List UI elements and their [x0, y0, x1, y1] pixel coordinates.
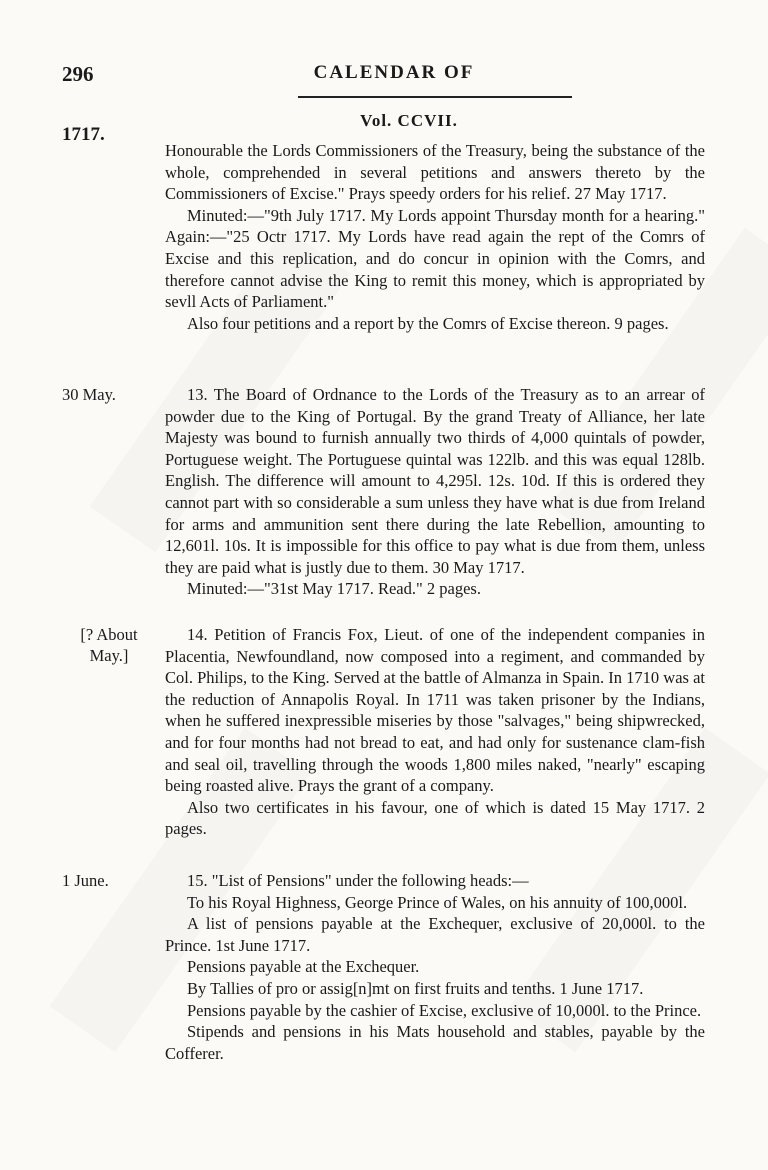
year-marker: 1717. — [62, 124, 105, 145]
entry-date: 1 June. — [62, 871, 109, 890]
entry-date: 30 May. — [62, 385, 116, 404]
paragraph: Pensions payable at the Exchequer. — [187, 957, 420, 977]
paragraph: By Tallies of pro or assig[n]mt on first fruits and tenths. 1 June 1717. — [187, 978, 644, 998]
paragraph: 13. The Board of Ordnance to the Lords of the Treasury as to an arrear of powder due to the King of Portugal. By the grand Treaty of Alliance, her late Majesty was bound to furnish annually two thirds of 4,000 quintals of powder, Portuguese weight. The Portuguese quintal was 122lb. and this was equal 128lb. English. The difference will amount to 4,295l. 12s. 10d. If this is ordered they cannot part with so considerable a sum unless they have what is due from Ireland for arms and ammunition sent there during the late Rebellion, amounting to 12,601l. 10s. It is impossible for this office to pay what is due from them, unless they are paid what is justly due to them. 30 May 1717. — [165, 385, 705, 577]
entry-date: [? About May.] — [80, 625, 138, 665]
header-rule — [298, 96, 572, 98]
entry-14 — [165, 624, 705, 840]
entry-15 — [165, 870, 705, 1064]
paragraph: A list of pensions payable at the Exchequer, exclusive of 20,000l. to the Prince. 1st June 1717. — [165, 914, 705, 955]
entry-continuation — [165, 140, 705, 334]
paragraph: To his Royal Highness, George Prince of Wales, on his annuity of 100,000l. — [187, 892, 688, 912]
entry-13 — [165, 384, 705, 600]
paragraph: Also four petitions and a report by the Comrs of Excise thereon. 9 pages. — [187, 313, 669, 333]
paragraph: Minuted:—"31st May 1717. Read." 2 pages. — [187, 579, 481, 599]
paragraph: Pensions payable by the cashier of Excise, exclusive of 10,000l. to the Prince. — [187, 1000, 702, 1020]
paragraph: Minuted:—"9th July 1717. My Lords appoint Thursday month for a hearing." Again:—"25 Octr 1717. My Lords have read again the rept of the Comrs of Excise and this replication, and do concur in opinion with the Comrs, and therefore cannot advise the King to remit this money, which is appropriated by sevll Acts of Parliament." — [165, 205, 705, 312]
volume-heading: Vol. CCVII. — [360, 111, 458, 130]
running-title: CALENDAR OF — [313, 62, 475, 83]
paragraph: 14. Petition of Francis Fox, Lieut. of one of the independent companies in Placentia, Newfoundland, now composed into a regiment, and commanded by Col. Philips, to the King. Served at the battle of Almanza in Spain. In 1710 was at the reduction of Annapolis Royal. In 1711 was taken prisoner by the Indians, when he suffered inexpressible miseries by those "salvages," being shipwrecked, and for four months had not bread to eat, and had only for sustenance clam-fish and seal oil, travelling through the woods 1,800 miles naked, "nearly" escaping being roasted alive. Prays the grant of a company. — [165, 625, 705, 796]
paragraph: Honourable the Lords Commissioners of the Treasury, being the substance of the whole, comprehended in several petitions and answers thereto by the Commissioners of Excise." Prays speedy orders for his relief. 27 May 1717. — [165, 141, 705, 204]
paragraph: 15. "List of Pensions" under the following heads:— — [187, 871, 529, 890]
paragraph: Also two certificates in his favour, one of which is dated 15 May 1717. 2 pages. — [165, 797, 705, 839]
paragraph: Stipends and pensions in his Mats household and stables, payable by the Cofferer. — [165, 1022, 705, 1063]
page-number: 296 — [62, 62, 94, 86]
